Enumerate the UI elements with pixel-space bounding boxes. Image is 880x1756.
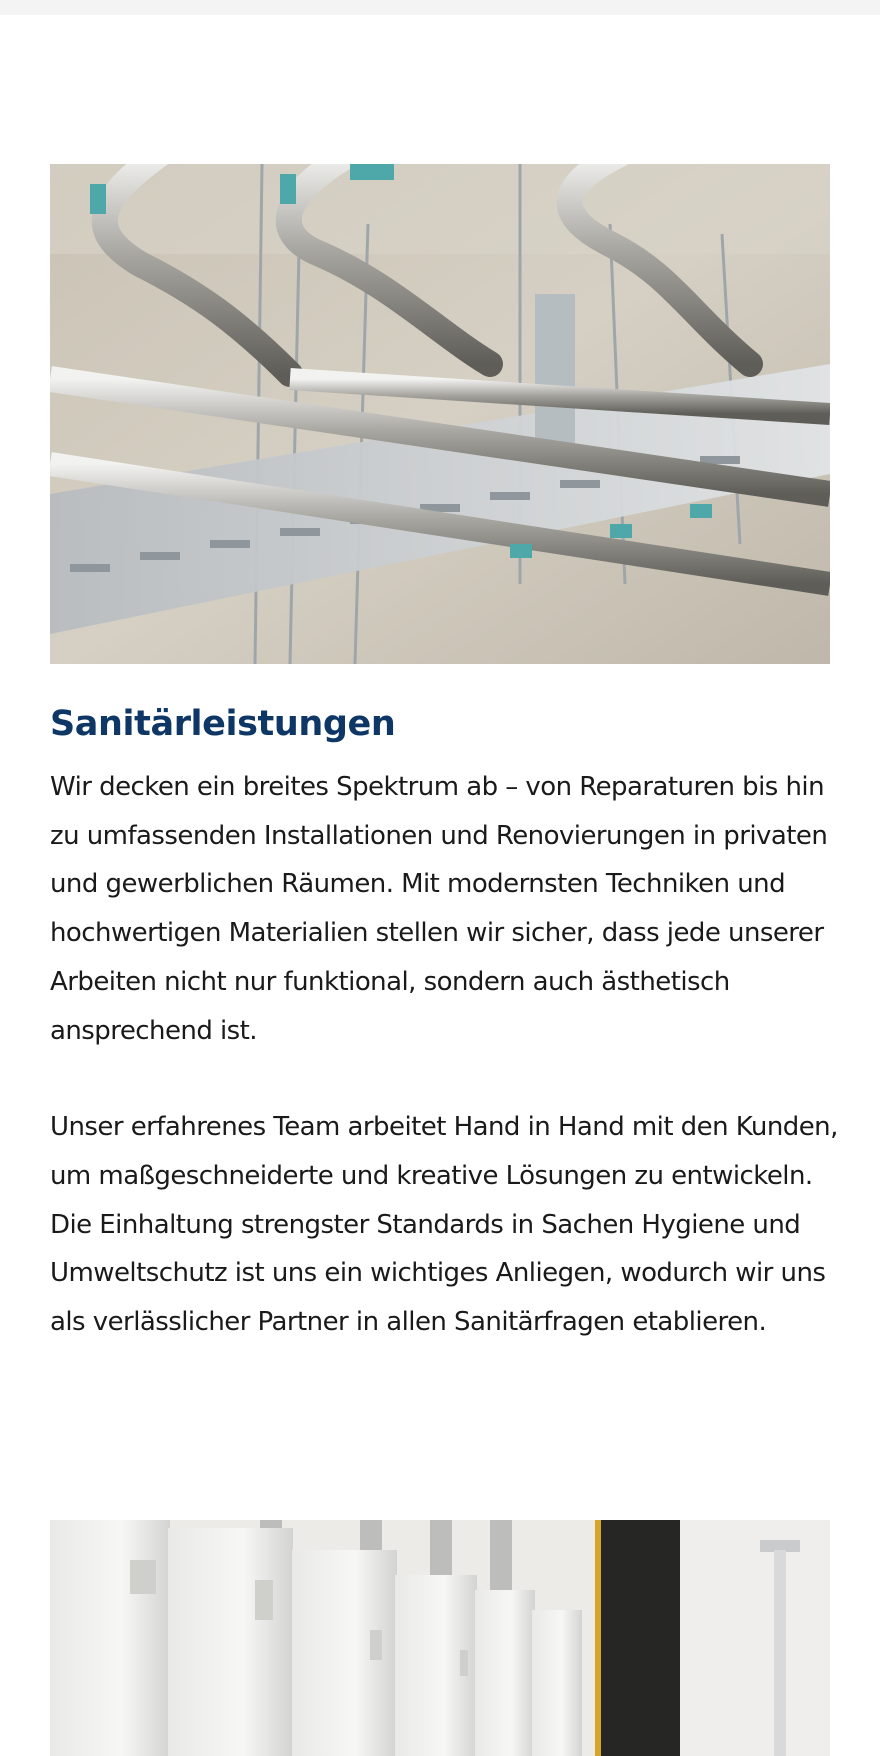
section-paragraph: Wir decken ein breites Spektrum ab – von Reparaturen bis hin zu umfassenden Installationen und Renovierungen in privaten und gewerblichen Räumen. Mit modernsten Techniken und hochwertigen Materialien stellen wir sicher, dass jede unserer Arbeiten nicht nur funktional, sondern auch ästhetisch ansprechend ist. [50,772,828,1046]
section-title: Sanitärleistungen [50,704,396,744]
water-heaters-photo [50,1520,830,1756]
ceiling-pipes-photo [50,164,830,664]
top-bar [0,0,880,15]
section-paragraph: Unser erfahrenes Team arbeitet Hand in Hand mit den Kunden, um maßgeschneiderte und kreative Lösungen zu entwickeln. Die Einhaltung strengster Standards in Sachen Hygiene und Umweltschutz ist uns ein wichtiges Anliegen, wodurch wir uns als verlässlicher Partner in allen Sanitärfragen etablieren. [50,1112,838,1338]
section-body [50,763,840,1395]
